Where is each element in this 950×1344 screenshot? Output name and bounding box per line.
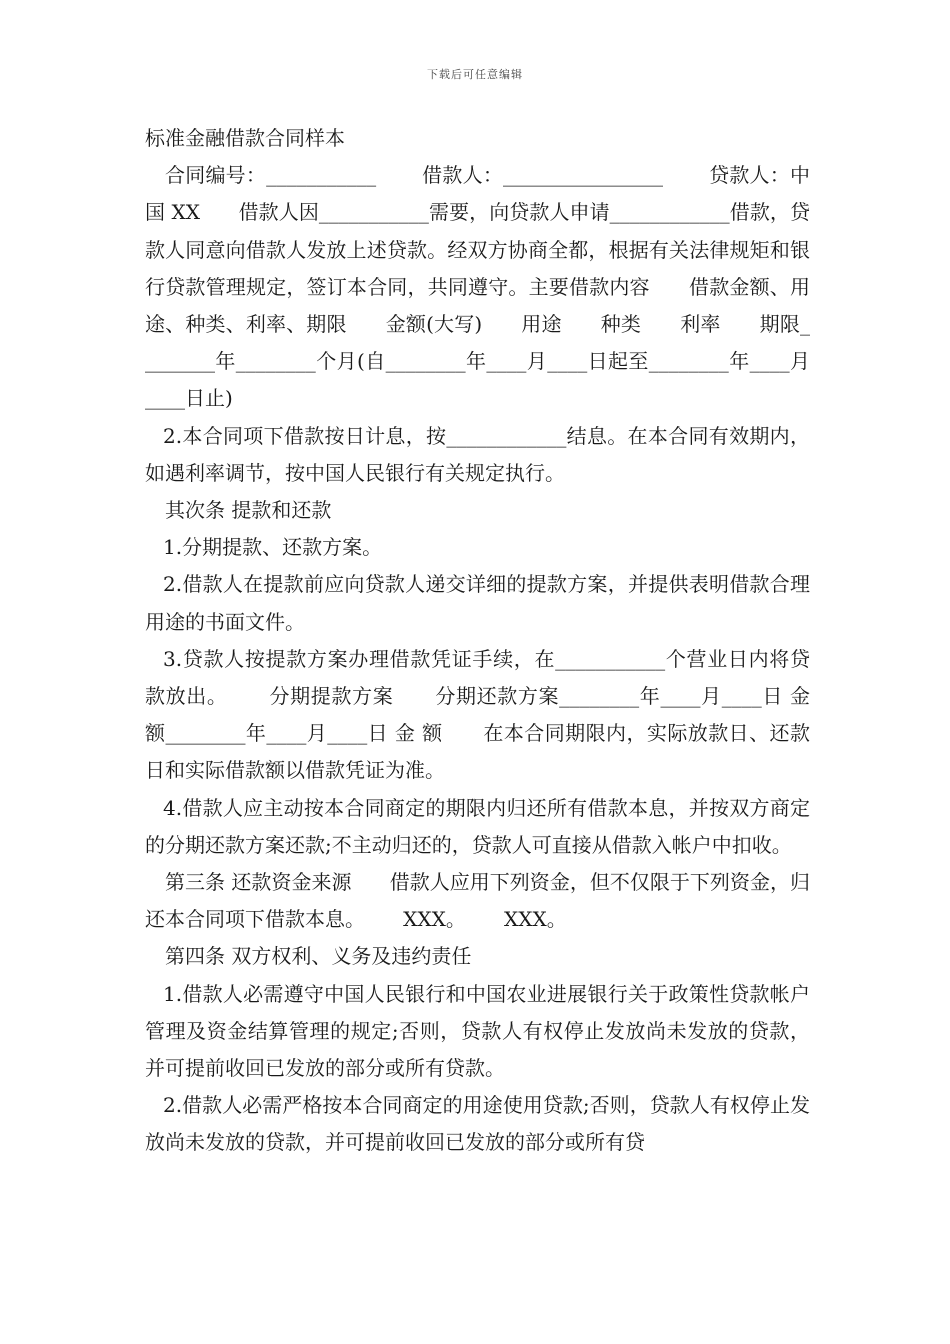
paragraph-repayment: 4.借款人应主动按本合同商定的期限内归还所有借款本息，并按双方商定的分期还款方案还款;不主动归还的，贷款人可直接从借款入帐户中扣收。 — [145, 795, 810, 857]
paragraph-account-rules: 1.借款人必需遵守中国人民银行和中国农业进展银行关于政策性贷款帐户管理及资金结算管理的规定;否则，贷款人有权停止发放尚未发放的贷款，并可提前收回已发放的部分或所有贷款。 — [145, 981, 810, 1081]
document-title: 标准金融借款合同样本 — [145, 126, 345, 150]
paragraph-withdrawal-plan: 2.借款人在提款前应向贷款人递交详细的提款方案，并提供表明借款合理用途的书面文件。 — [145, 572, 810, 634]
paragraph-loan-usage: 2.借款人必需严格按本合同商定的用途使用贷款;否则，贷款人有权停止发放尚未发放的贷款，并可提前收回已发放的部分或所有贷 — [145, 1093, 810, 1155]
section-heading-withdrawal: 其次条 提款和还款 — [165, 498, 332, 523]
header-note: 下载后可任意编辑 — [427, 68, 523, 81]
paragraph-interest: 2.本合同项下借款按日计息，按____________结息。在本合同有效期内，如遇利率调节，按中国人民银行有关规定执行。 — [145, 423, 810, 485]
section-heading-rights: 第四条 双方权利、义务及违约责任 — [165, 944, 472, 969]
paragraph-installment-plan: 1.分期提款、还款方案。 — [163, 535, 383, 560]
document-body — [145, 120, 817, 1162]
paragraph-repayment-source: 第三条 还款资金来源 借款人应用下列资金，但不仅限于下列资金，归还本合同项下借款本息。 XXX。 XXX。 — [145, 870, 810, 932]
paragraph-contract-header: 合同编号：___________ 借款人：________________ 贷款人：中国 XX 借款人因___________需要，向贷款人申请____________借款，贷款人同意向借款人发放上述贷款。经双方协商全都，根据有关法律规矩和银行贷款管理规定，签订本合同，共同遵守。主要借款内容 借款金额、用途、种类、利率、期限 金额(大写) 用途 种类 利率 期限________年________个月(自________年____月____日起至________年____月____日止) — [145, 163, 810, 411]
paragraph-loan-release: 3.贷款人按提款方案办理借款凭证手续，在___________个营业日内将贷款放出。 分期提款方案 分期还款方案________年____月____日 金 额________年____月____日 金 额 在本合同期限内，实际放款日、还款日和实际借款额以借款凭证为准。 — [145, 646, 817, 783]
